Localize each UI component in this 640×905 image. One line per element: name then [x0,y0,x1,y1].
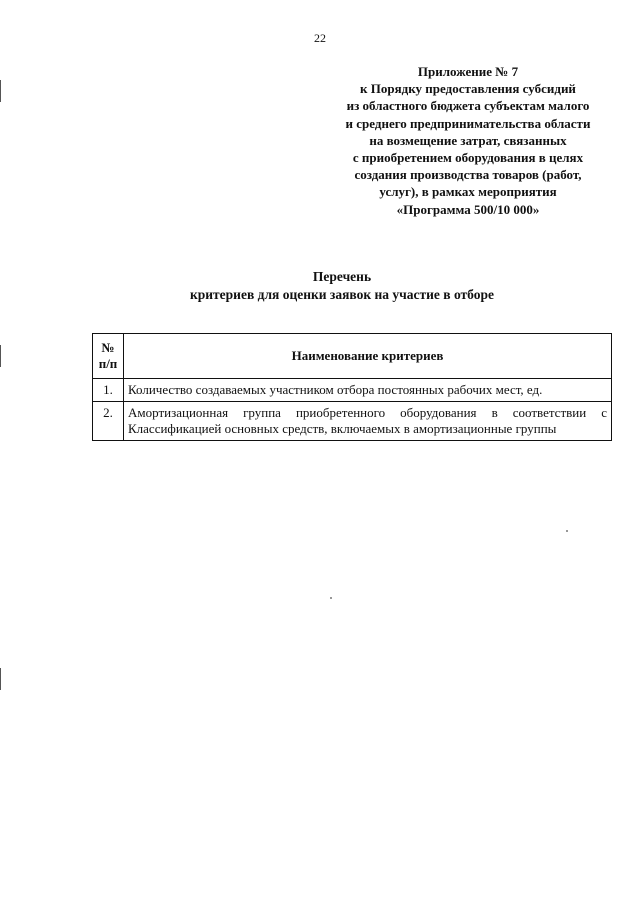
appendix-line: к Порядку предоставления субсидий [360,81,576,97]
appendix-line: и среднего предпринимательства области [345,115,591,131]
scan-speck [330,597,332,599]
heading-subtitle: критериев для оценки заявок на участие в отборе [189,287,494,302]
scan-margin-mark [0,345,1,367]
appendix-line: «Программа 500/10 000» [396,201,540,217]
header-criteria-name: Наименование критериев [124,334,612,379]
table-header-row [93,334,612,379]
page-number: 22 [314,31,326,45]
appendix-line: с приобретением оборудования в целях [352,150,584,166]
scan-margin-mark [0,668,1,690]
header-number: № п/п [93,334,124,379]
appendix-line: на возмещение затрат, связанных [369,132,567,148]
appendix-block [318,63,618,218]
appendix-line: услуг), в рамках мероприятия [379,184,557,200]
row-number: 1. [93,379,124,402]
document-heading [92,268,592,304]
scan-margin-mark [0,80,1,102]
table-row [93,402,612,441]
criteria-table [92,333,612,441]
row-criterion: Количество создаваемых участником отбора постоянных рабочих мест, ед. [124,379,612,402]
appendix-line: создания производства товаров (работ, [354,167,582,183]
row-number: 2. [93,402,124,441]
heading-title: Перечень [312,269,372,284]
scan-speck [566,530,568,532]
appendix-line: из областного бюджета субъектам малого [346,98,590,114]
row-criterion: Амортизационная группа приобретенного оборудования в соответствии с Классификацией основных средств, включаемых в амортизационные группы [124,402,612,441]
appendix-title: Приложение № 7 [417,64,519,79]
table-row [93,379,612,402]
